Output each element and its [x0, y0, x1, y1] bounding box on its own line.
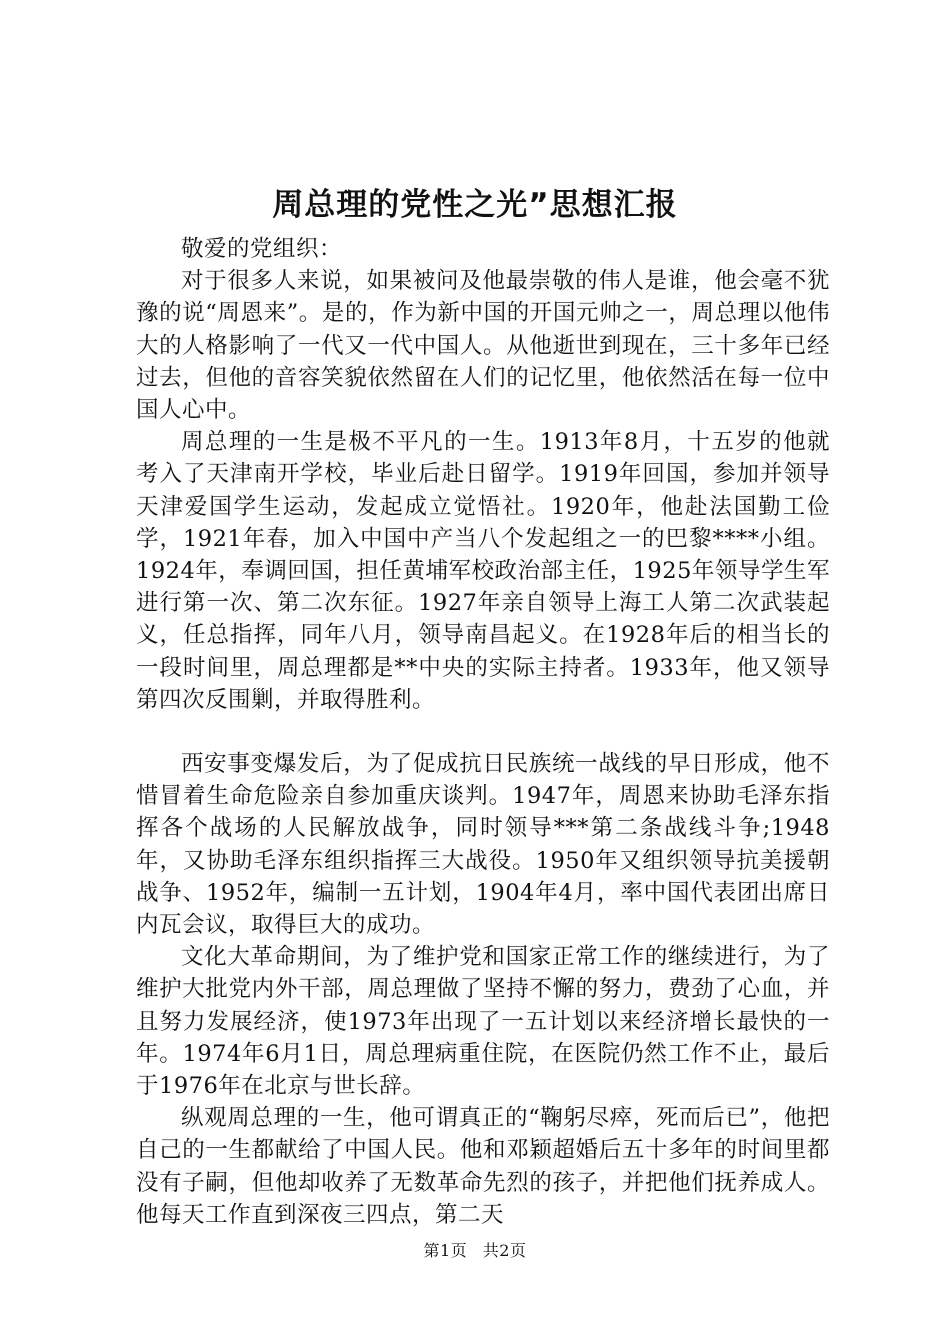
document-body — [136, 233, 830, 1231]
paragraph-spacer — [136, 716, 830, 748]
paragraph-5: 纵观周总理的一生，他可谓真正的“鞠躬尽瘁，死而后已”，他把自己的一生都献给了中国人民。他和邓颖超婚后五十多年的时间里都没有子嗣，但他却收养了无数革命先烈的孩子，并把他们抚养成人。他每天工作直到深夜三四点，第二天 — [136, 1105, 830, 1228]
document-title: 周总理的党性之光”思想汇报 — [272, 187, 678, 223]
paragraph-2: 周总理的一生是极不平凡的一生。1913年8月，十五岁的他就考入了天津南开学校，毕业后赴日留学。1919年回国，参加并领导天津爱国学生运动，发起成立觉悟社。1920年，他赴法国勤工俭学，1921年春，加入中国中产当八个发起组之一的巴黎****小组。1924年，奉调回国，担任黄埔军校政治部主任，1925年领导学生军进行第一次、第二次东征。1927年亲自领导上海工人第二次武装起义，任总指挥，同年八月，领导南昌起义。在1928年后的相当长的一段时间里，周总理都是**中央的实际主持者。1933年，他又领导第四次反围剿，并取得胜利。 — [136, 429, 830, 713]
page-number-total: 共2页 — [482, 1241, 527, 1260]
salutation: 敬爱的党组织： — [181, 236, 343, 262]
paragraph-3: 西安事变爆发后，为了促成抗日民族统一战线的早日形成，他不惜冒着生命危险亲自参加重庆谈判。1947年，周恩来协助毛泽东指挥各个战场的人民解放战争，同时领导***第二条战线斗争;1948年，又协助毛泽东组织指挥三大战役。1950年又组织领导抗美援朝战争、1952年，编制一五计划，1904年4月，率中国代表团出席日内瓦会议，取得巨大的成功。 — [136, 751, 830, 939]
page-number-current: 第1页 — [423, 1241, 468, 1260]
paragraph-1: 对于很多人来说，如果被问及他最崇敬的伟人是谁，他会毫不犹豫的说“周恩来”。是的，作为新中国的开国元帅之一，周总理以他伟大的人格影响了一代又一代中国人。从他逝世到现在，三十多年已经过去，但他的音容笑貌依然留在人们的记忆里，他依然活在每一位中国人心中。 — [136, 268, 830, 424]
paragraph-4: 文化大革命期间，为了维护党和国家正常工作的继续进行，为了维护大批党内外干部，周总理做了坚持不懈的努力，费劲了心血，并且努力发展经济，使1973年出现了一五计划以来经济增长最快的一年。1974年6月1日，周总理病重住院，在医院仍然工作不止，最后于1976年在北京与世长辞。 — [136, 944, 830, 1100]
page-footer — [0, 1240, 950, 1262]
